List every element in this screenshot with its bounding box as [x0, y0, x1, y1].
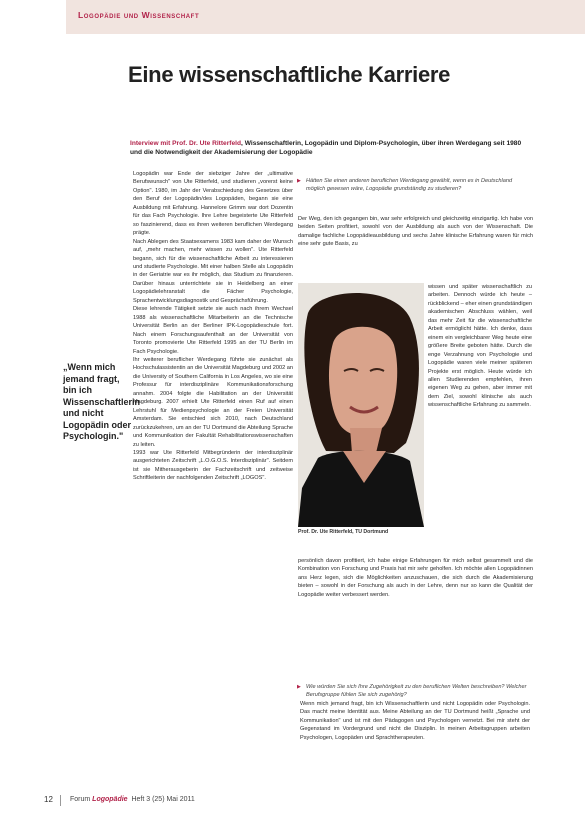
- magazine-accent: Logopädie: [92, 796, 128, 803]
- answer-1-bottom: [298, 557, 533, 599]
- body-paragraph: 1993 war Ute Ritterfeld Mitbegründerin der interdisziplinär ausgerichteten Zeitschrift „L.O.G.O.S. Interdisziplinär". Seitdem ist sie Mitherausgeberin der Fachzeitschrift und zeitweise Schriftleiterin der nachfolgenden Zeitschrift „LOGOS".: [133, 449, 293, 482]
- answer-paragraph: wissen und später wissenschaftlich zu arbeiten. Dennoch würde ich heute – rückblickend – eher einen grundständigen akademischen Abschluss wählen, weil das mehr Zeit für die wissenschaftliche Arbeit ermöglicht hätte. Ich denke, dass einem ein vergleichbarer Weg heute eine größere Breite geboten hätte. Durch die enge Verzahnung von Psychologie und Logopädie waren viele meiner späteren Projekte erst möglich. Heute würde ich allen Studierenden empfehlen, ihren eigenen Weg zu gehen, aber immer mit dem Ziel, sowohl klinische als auch wissenschaftliche Erfahrung zu sammeln.: [428, 284, 532, 409]
- issue-info: Heft 3 (25) Mai 2011: [131, 796, 195, 803]
- answer-paragraph: Wenn mich jemand fragt, bin ich Wissenschaftlerin und nicht Logopädin oder Psychologin. Das macht meine Identität aus. Meine Abteilung an der TU Dortmund heißt „Sprache und Kommunikation" und ist mit den Pädagogen und Psychologen vernetzt. Bei mir steht der Gegenstand im Vordergrund und nicht die Disziplin. In meinen Arbeitsgruppen arbeiten Psychologen, Logopäden und Sprachtherapeuten.: [300, 700, 530, 741]
- body-paragraph: Ihr weiterer beruflicher Werdegang führte sie zunächst als Hochschulassistentin an die Universität Magdeburg und 2002 an die University of Southern California in Los Angeles, wo sie eine Professur für interdisziplinäre Kommunikationsforschung annahm. 2004 folgte die Habilitation an der Universität Magdeburg. 2007 erhielt Ute Ritterfeld einen Ruf auf einen Lehrstuhl für Medienpsychologie an der Freien Universität Amsterdam. Sie entschied sich 2010, nach Deutschland zurückzukehren, um an der TU Dortmund die Abteilung Sprache und Kommunikation der Fakultät Rehabilitationswissenschaften zu leiten.: [133, 356, 293, 448]
- question-text: ▶ Hätten Sie einen anderen beruflichen Werdegang gewählt, wenn es in Deutschland möglich gewesen wäre, Logopädie grundständig zu studieren?: [300, 177, 530, 194]
- portrait-image: [298, 283, 424, 527]
- answer-1-side: [428, 283, 532, 410]
- answer-1-top: [298, 215, 533, 249]
- body-paragraph: Diese lehrende Tätigkeit setzte sie auch nach ihrem Wechsel 1988 als wissenschaftliche Mitarbeiterin an die Technische Universität Berlin an der Berliner IPK-Logopädieschule fort. Nach einem Forschungsaufenthalt an der Universität von Toronto promovierte Ute Ritterfeld 1995 an der TU Berlin im Fach Psychologie.: [133, 306, 293, 355]
- question-2: [300, 683, 530, 742]
- intro-text: [130, 139, 530, 157]
- magazine-prefix: Forum: [70, 796, 93, 803]
- page-title: Eine wissenschaftliche Karriere: [128, 62, 451, 87]
- intro-prefix: Interview mit: [130, 140, 173, 147]
- intro-name: Prof. Dr. Ute Ritterfeld: [172, 140, 242, 147]
- body-paragraph: Nach Ablegen des Staatsexamens 1983 kam daher der Wunsch auf, „mehr machen, mehr wissen zu wollen". Ute Ritterfeld begann, sich für die wissenschaftliche Arbeit zu interessieren und studierte Psychologie. Mit einer halben Stelle als Logopädin in der Geriatrie war es ihr möglich, das Studium zu finanzieren. Darüber hinaus unterrichtete sie in Heidelberg an einer Logopädielehranstalt die Fächer Psychologie, Sprachentwicklungsdiagnostik und Gesprächsführung.: [133, 238, 293, 304]
- section-label: Logopädie und Wissenschaft: [78, 10, 200, 20]
- footer-magazine: [70, 796, 195, 803]
- body-column-left: [133, 170, 293, 483]
- footer-divider: [60, 795, 61, 806]
- page-number: 12: [44, 795, 53, 804]
- portrait-photo: [298, 283, 424, 527]
- answer-paragraph: Der Weg, den ich gegangen bin, war sehr erfolgreich und gleichzeitig einzigartig. Ich habe von beiden Seiten profitiert, sowohl von der Ausbildung als auch von der Wissenschaft. Die damalige fachliche Logopädieausbildung und sechs Jahre klinische Erfahrung waren für mich eine sehr gute Basis, zu: [298, 216, 533, 248]
- answer-paragraph: persönlich davon profitiert, ich habe einige Erfahrungen für mich selbst gesammelt und die Kombination von Forschung und Praxis hat mir sehr geholfen. Ich möchte allen Logopädinnen ans Herz legen, sich die Möglichkeiten anzuschauen, die sich durch die Akademisierung bieten – sowohl in der Forschung als auch in der Lehre, denn nur so kann die Qualität der Logopädie weiter verbessert werden.: [298, 558, 533, 598]
- question-text: ▶ Wie würden Sie sich Ihre Zugehörigkeit zu den beruflichen Welten beschreiben? Welcher Berufsgruppe fühlen Sie sich zugehörig?: [300, 683, 530, 700]
- pull-quote: „Wenn mich jemand fragt, bin ich Wissenschaftlerin und nicht Logopädin oder Psychologin.": [63, 362, 140, 441]
- question-1: [300, 177, 530, 194]
- body-paragraph: Logopädin war Ende der siebziger Jahre der „ultimative Berufswunsch" von Ute Ritterfeld, und studieren „vorerst keine Option". 1980, im Jahr der Verabschiedung des Gesetzes über den Beruf der Logopädin/des Logopäden, begann sie eine Ausbildung mit Erfahrung. Hannelore Grimm war dort Dozentin für das Fach Psychologie. Ihre Lehre begeisterte Ute Ritterfeld so faszinierend, dass es ihren weiteren beruflichen Werdegang prägte.: [133, 171, 293, 237]
- intro-rest: , Wissenschaftlerin, Logopädin und Diplom-Psychologin, über ihren Werdegang seit 1980 und die Notwendigkeit der Akademisierung der Logopädie: [130, 140, 522, 156]
- photo-caption: Prof. Dr. Ute Ritterfeld, TU Dortmund: [298, 529, 389, 535]
